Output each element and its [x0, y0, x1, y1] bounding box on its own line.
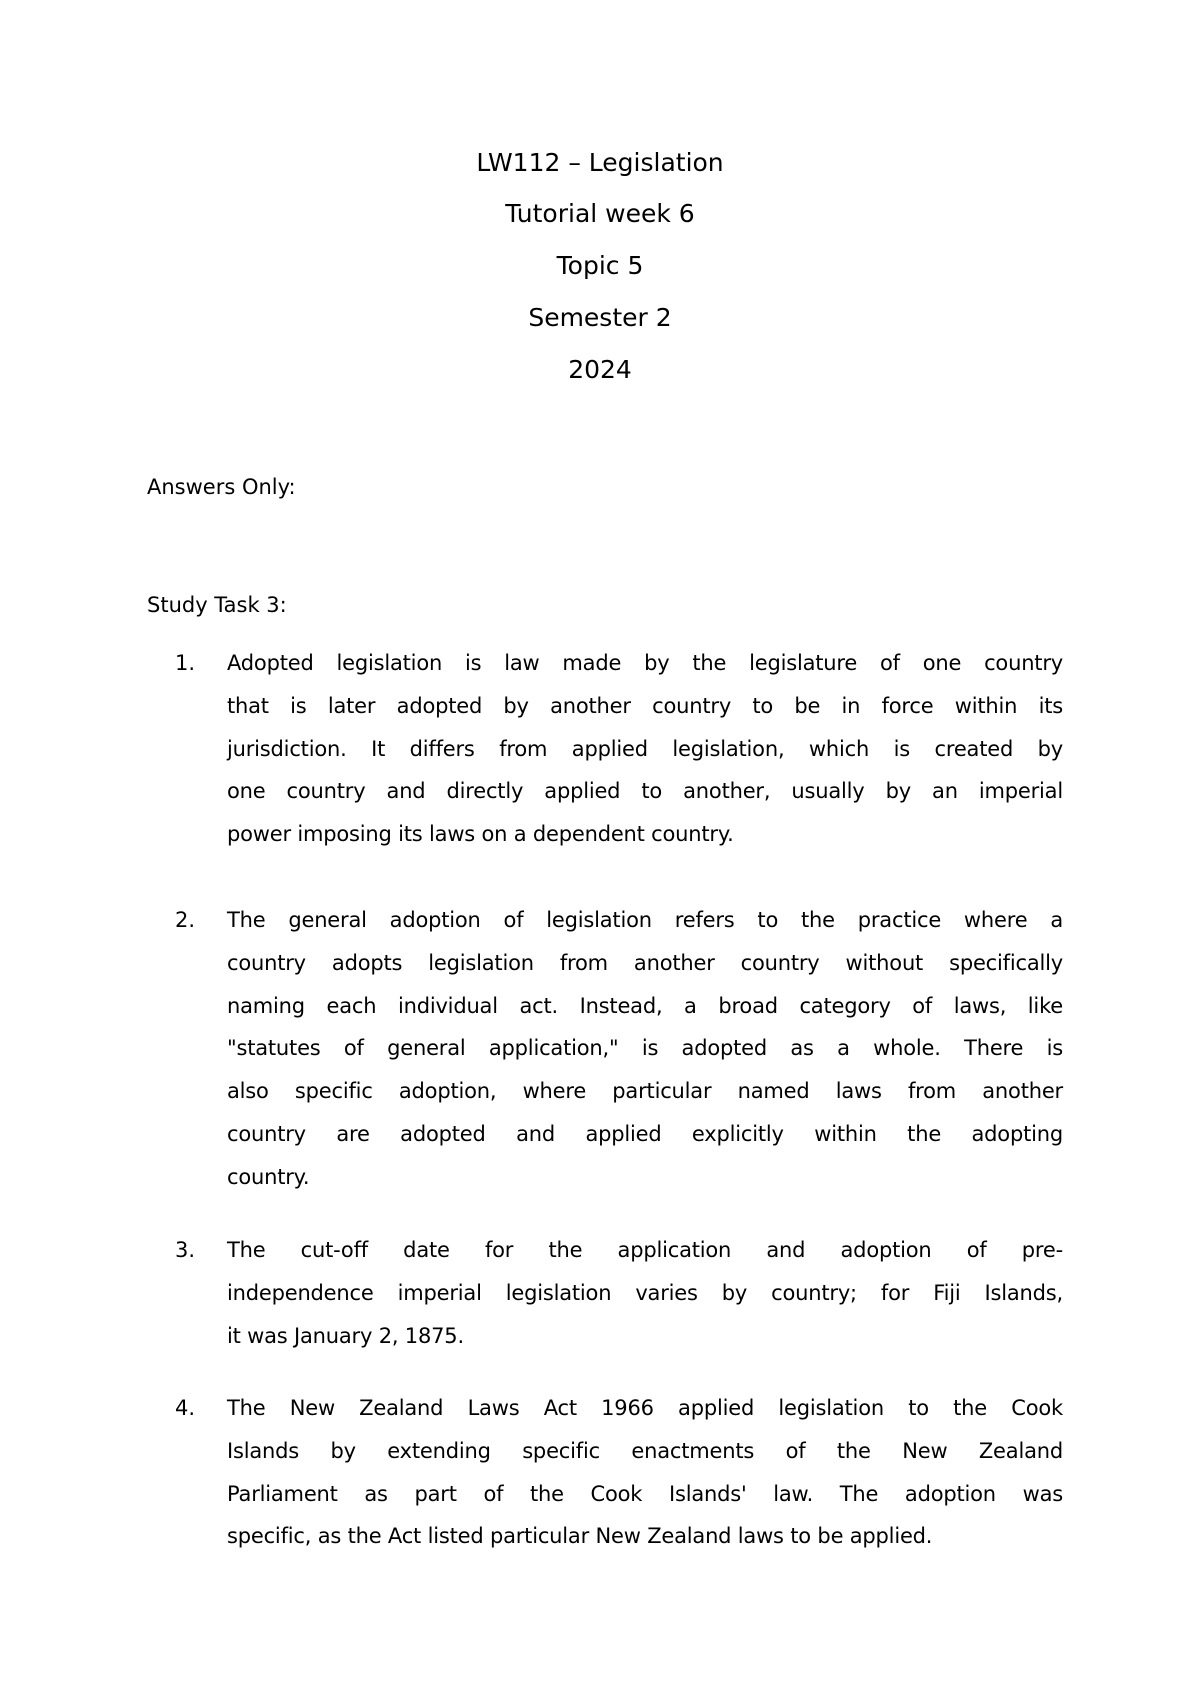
text-line: country.: [227, 1164, 310, 1189]
text-line: The New Zealand Laws Act 1966 applied legislation to the Cook: [227, 1396, 1063, 1420]
list-item-text: [227, 642, 1063, 856]
text-line: one country and directly applied to another, usually by an imperial: [227, 779, 1063, 804]
list-item-number: 2.: [175, 908, 196, 932]
list-item-text: [227, 899, 1063, 1199]
tutorial-week: Tutorial week 6: [505, 199, 695, 228]
text-line: Parliament as part of the Cook Islands' law. The adoption was: [227, 1481, 1063, 1506]
text-line: naming each individual act. Instead, a broad category of laws, like: [227, 993, 1063, 1018]
text-line: Adopted legislation is law made by the legislature of one country: [227, 651, 1063, 675]
text-line: country adopts legislation from another country without specifically: [227, 950, 1063, 975]
list-item-number: 1.: [175, 651, 196, 675]
text-line: power imposing its laws on a dependent country.: [227, 822, 734, 847]
list-item-text: [227, 1229, 1063, 1357]
text-line: also specific adoption, where particular named laws from another: [227, 1079, 1063, 1104]
text-line: it was January 2, 1875.: [227, 1323, 464, 1348]
text-line: "statutes of general application," is adopted as a whole. There is: [227, 1036, 1063, 1061]
text-line: jurisdiction. It differs from applied legislation, which is created by: [227, 736, 1063, 761]
semester: Semester 2: [528, 303, 672, 332]
list-item-number: 3.: [175, 1238, 196, 1262]
study-task-label: Study Task 3:: [147, 593, 287, 617]
text-line: Islands by extending specific enactments of the New Zealand: [227, 1438, 1063, 1463]
text-line: that is later adopted by another country to be in force within its: [227, 693, 1063, 718]
answers-only-label: Answers Only:: [147, 475, 296, 499]
list-item-text: [227, 1387, 1063, 1558]
text-line: The cut-off date for the application and adoption of pre-: [227, 1238, 1063, 1262]
text-line: The general adoption of legislation refers to the practice where a: [227, 908, 1063, 932]
text-line: independence imperial legislation varies by country; for Fiji Islands,: [227, 1280, 1063, 1305]
text-line: specific, as the Act listed particular New Zealand laws to be applied.: [227, 1524, 933, 1549]
text-line: country are adopted and applied explicitly within the adopting: [227, 1121, 1063, 1146]
list-item-number: 4.: [175, 1396, 196, 1420]
course-title: LW112 – Legislation: [476, 148, 724, 177]
year: 2024: [568, 355, 632, 384]
topic: Topic 5: [556, 251, 644, 280]
